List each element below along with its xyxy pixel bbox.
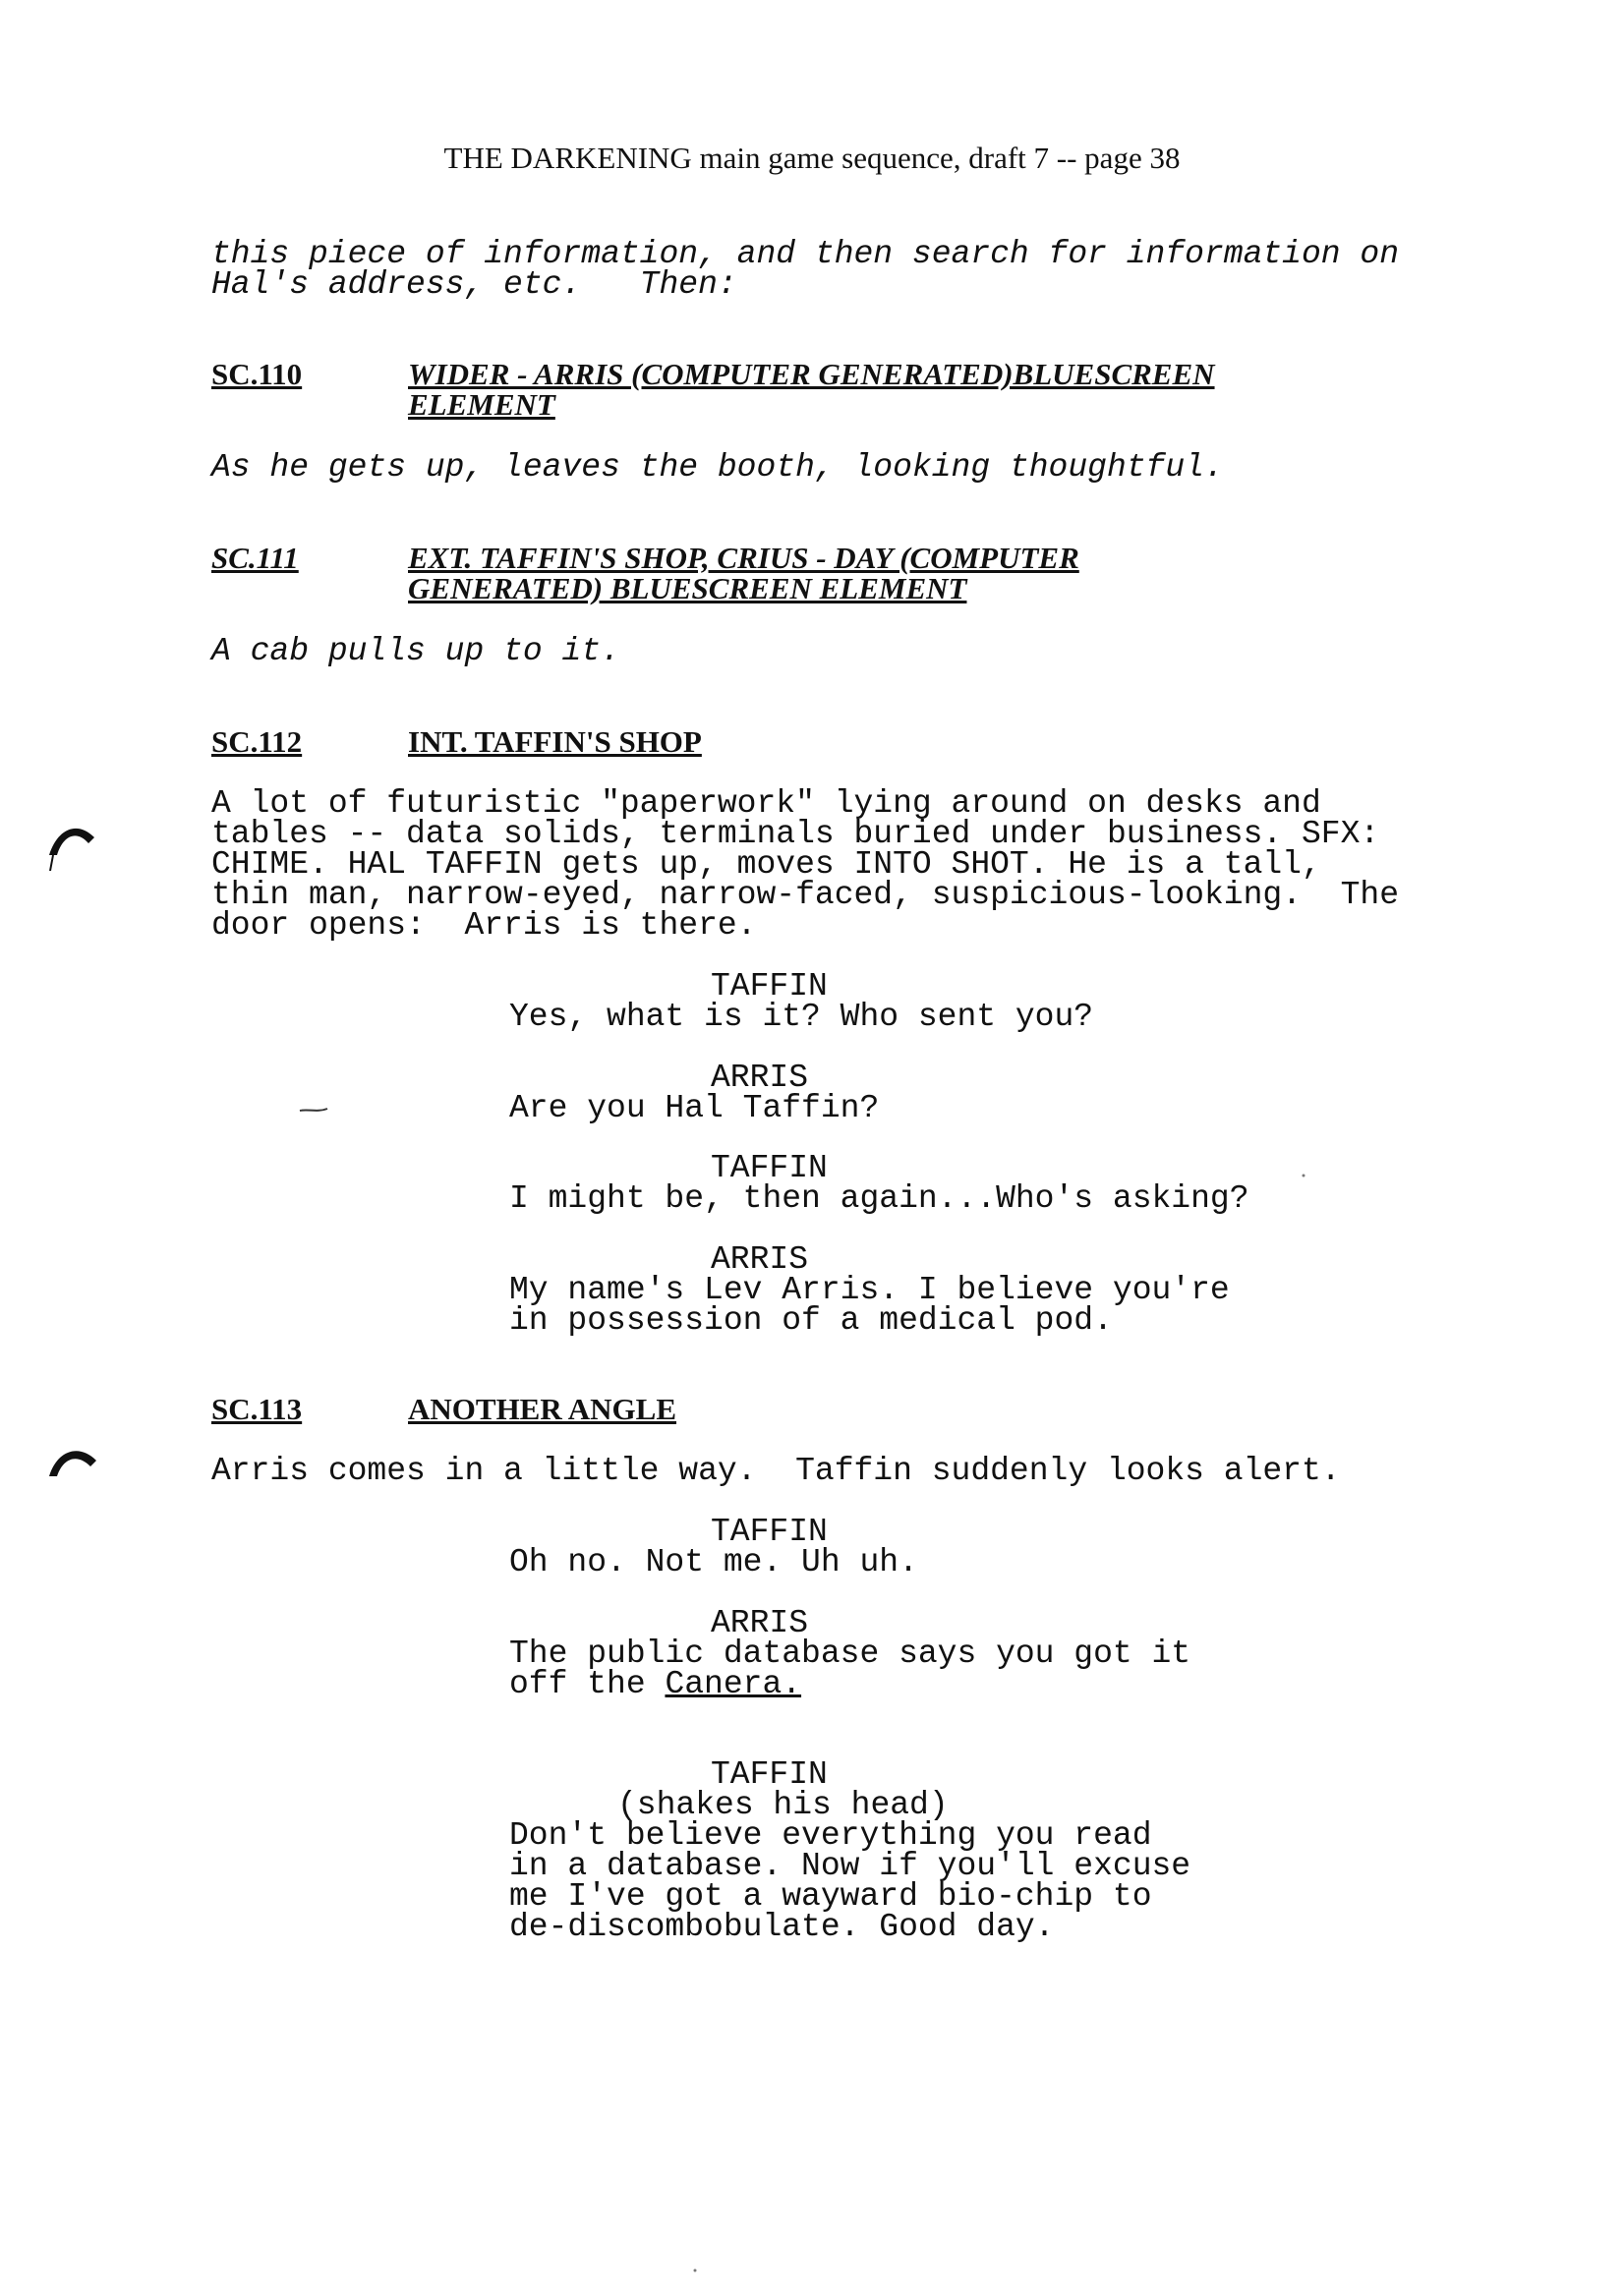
- dialogue-line: The public database says you got it: [509, 1636, 1191, 1672]
- dialogue-line: Oh no. Not me. Uh uh.: [509, 1544, 918, 1580]
- dialogue-speaker: TAFFIN: [711, 968, 828, 1004]
- dialogue-line: in a database. Now if you'll excuse: [509, 1848, 1191, 1884]
- scene-heading-110: [211, 357, 1293, 422]
- dialogue-line: Yes, what is it? Who sent you?: [509, 999, 1094, 1035]
- punch-hole-mark: [43, 816, 102, 875]
- dialogue-speaker: TAFFIN: [711, 1150, 828, 1186]
- scene-number: SC.111: [211, 541, 299, 575]
- scene-action-line: A lot of futuristic "paperwork" lying around on desks and: [211, 785, 1321, 822]
- scene-title-line-1: ANOTHER ANGLE: [408, 1392, 677, 1426]
- dialogue-speaker: TAFFIN: [711, 1514, 828, 1550]
- scene-heading-113: [211, 1392, 1293, 1454]
- scene-title-line-1: INT. TAFFIN'S SHOP: [408, 724, 702, 759]
- scene-action-line: door opens: Arris is there.: [211, 907, 757, 944]
- dialogue-line: My name's Lev Arris. I believe you're: [509, 1272, 1230, 1308]
- scene-heading-112: [211, 724, 1293, 786]
- dialogue-line: in possession of a medical pod.: [509, 1302, 1113, 1339]
- scene-action: A cab pulls up to it.: [211, 633, 620, 669]
- dialogue-speaker: ARRIS: [711, 1060, 809, 1096]
- scan-dot-mark: [692, 2267, 698, 2273]
- scene-action: As he gets up, leaves the booth, looking thoughtful.: [211, 449, 1224, 486]
- scene-number: SC.113: [211, 1392, 303, 1426]
- underlined-word: Canera.: [665, 1666, 802, 1702]
- punch-hole-mark: [43, 1441, 102, 1490]
- dialogue-parenthetical: (shakes his head): [617, 1787, 949, 1823]
- scene-number: SC.110: [211, 357, 303, 391]
- dialogue-speaker: ARRIS: [711, 1241, 809, 1278]
- dialogue-line-text: off the: [509, 1666, 666, 1702]
- scene-title-line-2: ELEMENT: [408, 387, 555, 422]
- scene-title-line-2: GENERATED) BLUESCREEN ELEMENT: [408, 571, 967, 605]
- dialogue-line: Are you Hal Taffin?: [509, 1090, 880, 1126]
- dialogue-line: I might be, then again...Who's asking?: [509, 1180, 1249, 1217]
- dialogue-line: Don't believe everything you read: [509, 1817, 1152, 1854]
- dialogue-speaker: ARRIS: [711, 1605, 809, 1641]
- scene-number: SC.112: [211, 724, 303, 759]
- scene-title-line-1: EXT. TAFFIN'S SHOP, CRIUS - DAY (COMPUTER: [408, 541, 1079, 575]
- scene-action-line: CHIME. HAL TAFFIN gets up, moves INTO SHOT. He is a tall,: [211, 846, 1321, 883]
- scene-heading-111: [211, 541, 1293, 605]
- dialogue-line: de-discombobulate. Good day.: [509, 1909, 1055, 1945]
- dialogue-speaker: TAFFIN: [711, 1756, 828, 1793]
- scene-action: Arris comes in a little way. Taffin suddenly looks alert.: [211, 1453, 1341, 1489]
- scene-action-line: tables -- data solids, terminals buried under business. SFX:: [211, 816, 1380, 852]
- scene-title-line-1: WIDER - ARRIS (COMPUTER GENERATED)BLUESCREEN: [408, 357, 1215, 391]
- scene-action-line: thin man, narrow-eyed, narrow-faced, suspicious-looking. The: [211, 877, 1399, 913]
- page-header: THE DARKENING main game sequence, draft 7 -- page 38: [443, 141, 1181, 175]
- intro-line-1: this piece of information, and then search for information on: [211, 236, 1399, 272]
- dialogue-line: [509, 1666, 802, 1702]
- intro-line-2: Hal's address, etc. Then:: [211, 266, 737, 303]
- scan-speck-mark: [298, 1105, 331, 1117]
- scan-dot-mark: [1301, 1173, 1306, 1178]
- dialogue-line: me I've got a wayward bio-chip to: [509, 1878, 1152, 1915]
